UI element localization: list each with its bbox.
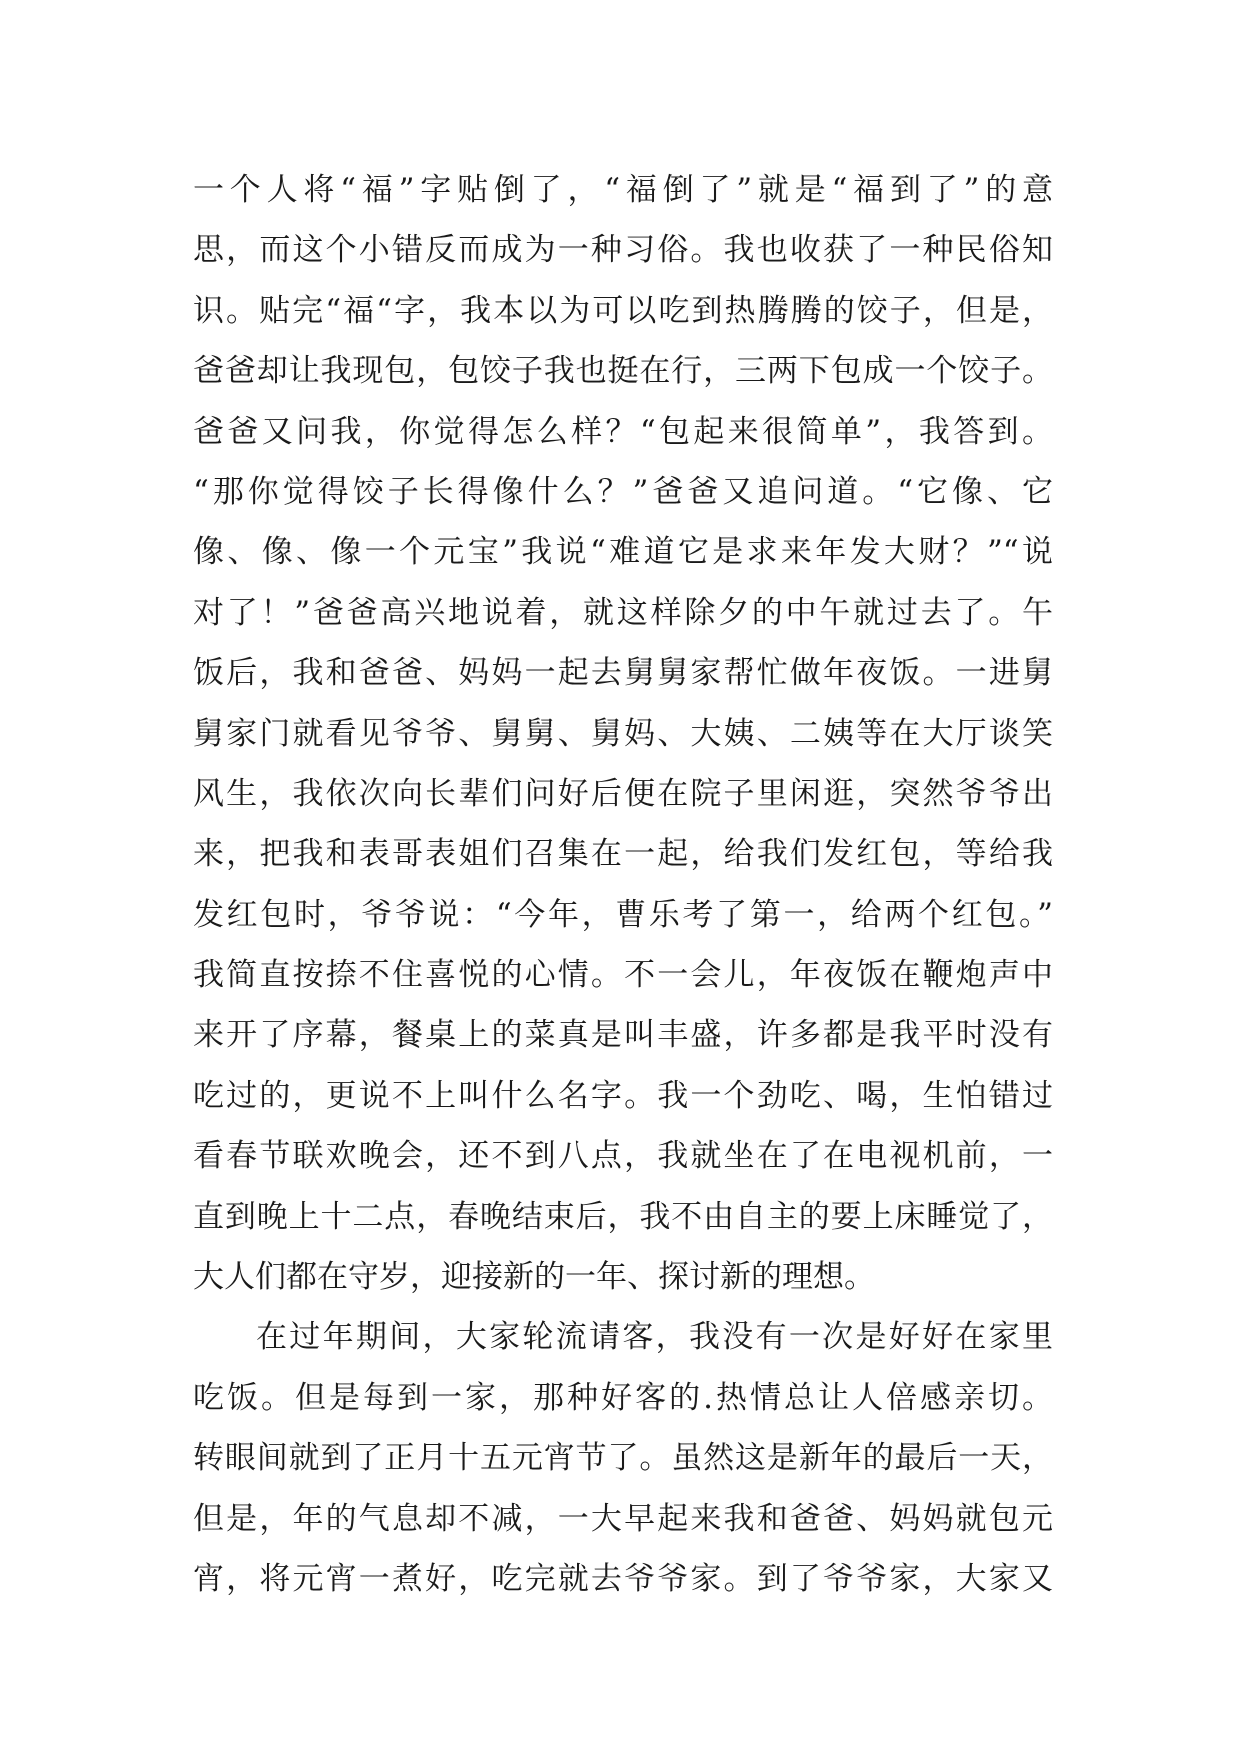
text-line: “那你觉得饺子长得像什么？”爸爸又追问道。“它像、它 <box>193 473 1053 510</box>
text-line: 思，而这个小错反而成为一种习俗。我也收获了一种民俗知 <box>193 232 1053 269</box>
text-line: 饭后，我和爸爸、妈妈一起去舅舅家帮忙做年夜饭。一进舅 <box>193 655 1053 692</box>
text-line: 对了！”爸爸高兴地说着，就这样除夕的中午就过去了。午 <box>193 594 1053 631</box>
paragraph <box>193 160 1053 1307</box>
text-line: 风生，我依次向长辈们问好后便在院子里闲逛，突然爷爷出 <box>193 775 1053 812</box>
text-line: 识。贴完“福“字，我本以为可以吃到热腾腾的饺子，但是， <box>193 292 1053 329</box>
text-line: 我简直按捺不住喜悦的心情。不一会儿，年夜饭在鞭炮声中 <box>193 957 1053 994</box>
text-line: 来开了序幕，餐桌上的菜真是叫丰盛，许多都是我平时没有 <box>193 1017 1053 1054</box>
text-line: 爸爸又问我，你觉得怎么样？“包起来很简单”，我答到。 <box>193 413 1053 450</box>
text-line: 在过年期间，大家轮流请客，我没有一次是好好在家里 <box>256 1319 1053 1356</box>
text-line: 宵，将元宵一煮好，吃完就去爷爷家。到了爷爷家，大家又 <box>193 1560 1053 1597</box>
text-line: 发红包时，爷爷说：“今年，曹乐考了第一，给两个红包。” <box>193 896 1053 933</box>
text-line: 直到晚上十二点，春晚结束后，我不由自主的要上床睡觉了， <box>193 1198 1053 1235</box>
text-line: 吃过的，更说不上叫什么名字。我一个劲吃、喝，生怕错过 <box>193 1077 1053 1114</box>
text-line: 大人们都在守岁，迎接新的一年、探讨新的理想。 <box>193 1259 875 1296</box>
text-line: 舅家门就看见爷爷、舅舅、舅妈、大姨、二姨等在大厅谈笑 <box>193 715 1053 752</box>
text-line: 吃饭。但是每到一家，那种好客的.热情总让人倍感亲切。 <box>193 1379 1053 1416</box>
text-line: 看春节联欢晚会，还不到八点，我就坐在了在电视机前，一 <box>193 1138 1053 1175</box>
document-body <box>193 160 1053 1609</box>
paragraph <box>193 1307 1053 1609</box>
text-line: 像、像、像一个元宝”我说“难道它是求来年发大财？”“说 <box>193 534 1053 571</box>
text-line: 爸爸却让我现包，包饺子我也挺在行，三两下包成一个饺子。 <box>193 353 1053 390</box>
text-line: 一个人将“福”字贴倒了，“福倒了”就是“福到了”的意 <box>193 172 1053 208</box>
text-line: 来，把我和表哥表姐们召集在一起，给我们发红包，等给我 <box>193 836 1053 873</box>
text-line: 转眼间就到了正月十五元宵节了。虽然这是新年的最后一天， <box>193 1440 1053 1477</box>
text-line: 但是，年的气息却不减，一大早起来我和爸爸、妈妈就包元 <box>193 1500 1053 1537</box>
